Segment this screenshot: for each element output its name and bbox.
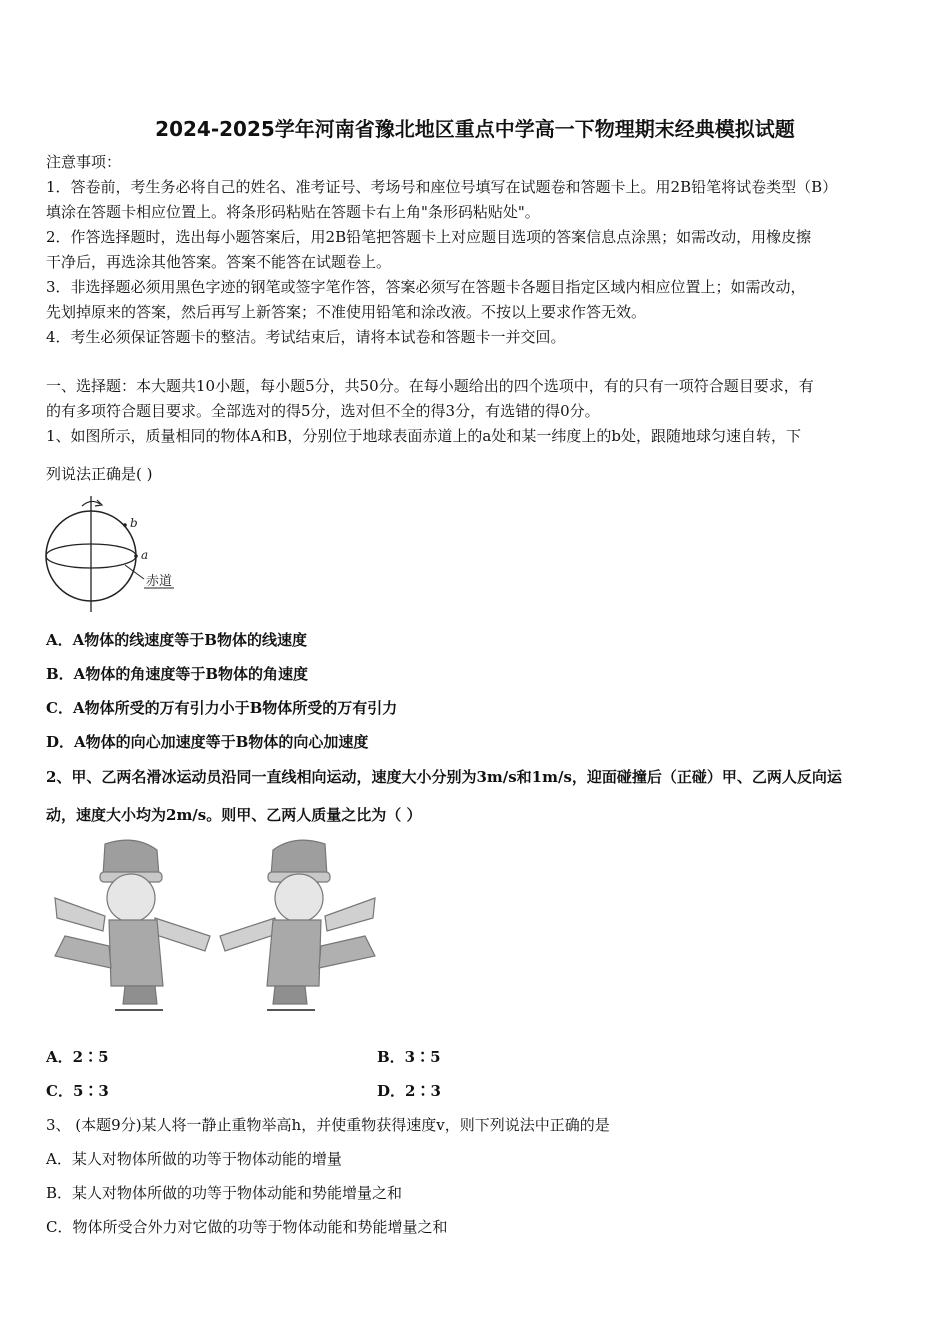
q1-option-d: D．A物体的向心加速度等于B物体的向心加速度 [46,733,369,751]
question-2-stem: 2、甲、乙两名滑冰运动员沿同一直线相向运动，速度大小分别为3m/s和1m/s，迎面碰撞后（正碰）甲、乙两人反向运 [46,768,842,786]
earth-rotation-figure [40,492,190,617]
notice-line: 3．非选择题必须用黑色字迹的钢笔或签字笔作答，答案必须写在答题卡各题目指定区域内相应位置上；如需改动， [46,278,806,296]
q2-option-d: D．2∶3 [377,1082,441,1100]
question-3-stem: 3、 (本题9分)某人将一静止重物举高h，并使重物获得速度v，则下列说法中正确的是 [46,1116,610,1134]
notice-line: 2．作答选择题时，选出每小题答案后，用2B铅笔把答题卡上对应题目选项的答案信息点涂黑；如需改动，用橡皮擦 [46,228,812,246]
page-title: 2024-2025学年河南省豫北地区重点中学高一下物理期末经典模拟试题 [155,117,795,141]
skater-left [55,840,210,1010]
question-2-stem: 动，速度大小均为2m/s。则甲、乙两人质量之比为（ ） [46,806,422,824]
notice-line: 先划掉原来的答案，然后再写上新答案；不准使用铅笔和涂改液。不按以上要求作答无效。 [46,303,647,321]
q3-option-b: B．某人对物体所做的功等于物体动能和势能增量之和 [46,1184,403,1202]
q2-option-a: A．2∶5 [46,1048,109,1066]
notice-heading: 注意事项： [46,153,122,171]
question-1-stem: 1、如图所示，质量相同的物体A和B，分别位于地球表面赤道上的a处和某一纬度上的b处，跟随地球匀速自转，下 [46,427,801,445]
notice-line: 填涂在答题卡相应位置上。将条形码粘贴在答题卡右上角"条形码粘贴处"。 [46,203,540,221]
notice-line: 干净后，再选涂其他答案。答案不能答在试题卷上。 [46,253,392,271]
q1-option-b: B．A物体的角速度等于B物体的角速度 [46,665,308,683]
point-a-marker [134,554,138,558]
section-intro: 一、选择题：本大题共10小题，每小题5分，共50分。在每小题给出的四个选项中，有的只有一项符合题目要求，有 [46,377,814,395]
section-intro: 的有多项符合题目要求。全部选对的得5分，选对但不全的得3分，有选错的得0分。 [46,402,600,420]
skater-right [220,840,375,1010]
skaters-illustration [45,836,385,1016]
q1-option-c: C．A物体所受的万有引力小于B物体所受的万有引力 [46,699,398,717]
q3-option-c: C．物体所受合外力对它做的功等于物体动能和势能增量之和 [46,1218,448,1236]
point-a-label: a [141,548,149,562]
equator-label: 赤道 [146,574,173,589]
notice-line: 4．考生必须保证答题卡的整洁。考试结束后，请将本试卷和答题卡一并交回。 [46,328,566,346]
notice-line: 1．答卷前，考生务必将自己的姓名、准考证号、考场号和座位号填写在试题卷和答题卡上。用2B铅笔将试卷类型（B） [46,178,838,196]
q2-option-b: B．3∶5 [377,1048,441,1066]
q3-option-a: A．某人对物体所做的功等于物体动能的增量 [46,1150,342,1168]
question-1-stem: 列说法正确是( ) [46,465,153,483]
point-b-label: b [130,516,138,530]
q2-option-c: C．5∶3 [46,1082,109,1100]
point-b-marker [123,523,127,527]
q1-option-a: A．A物体的线速度等于B物体的线速度 [46,631,307,649]
